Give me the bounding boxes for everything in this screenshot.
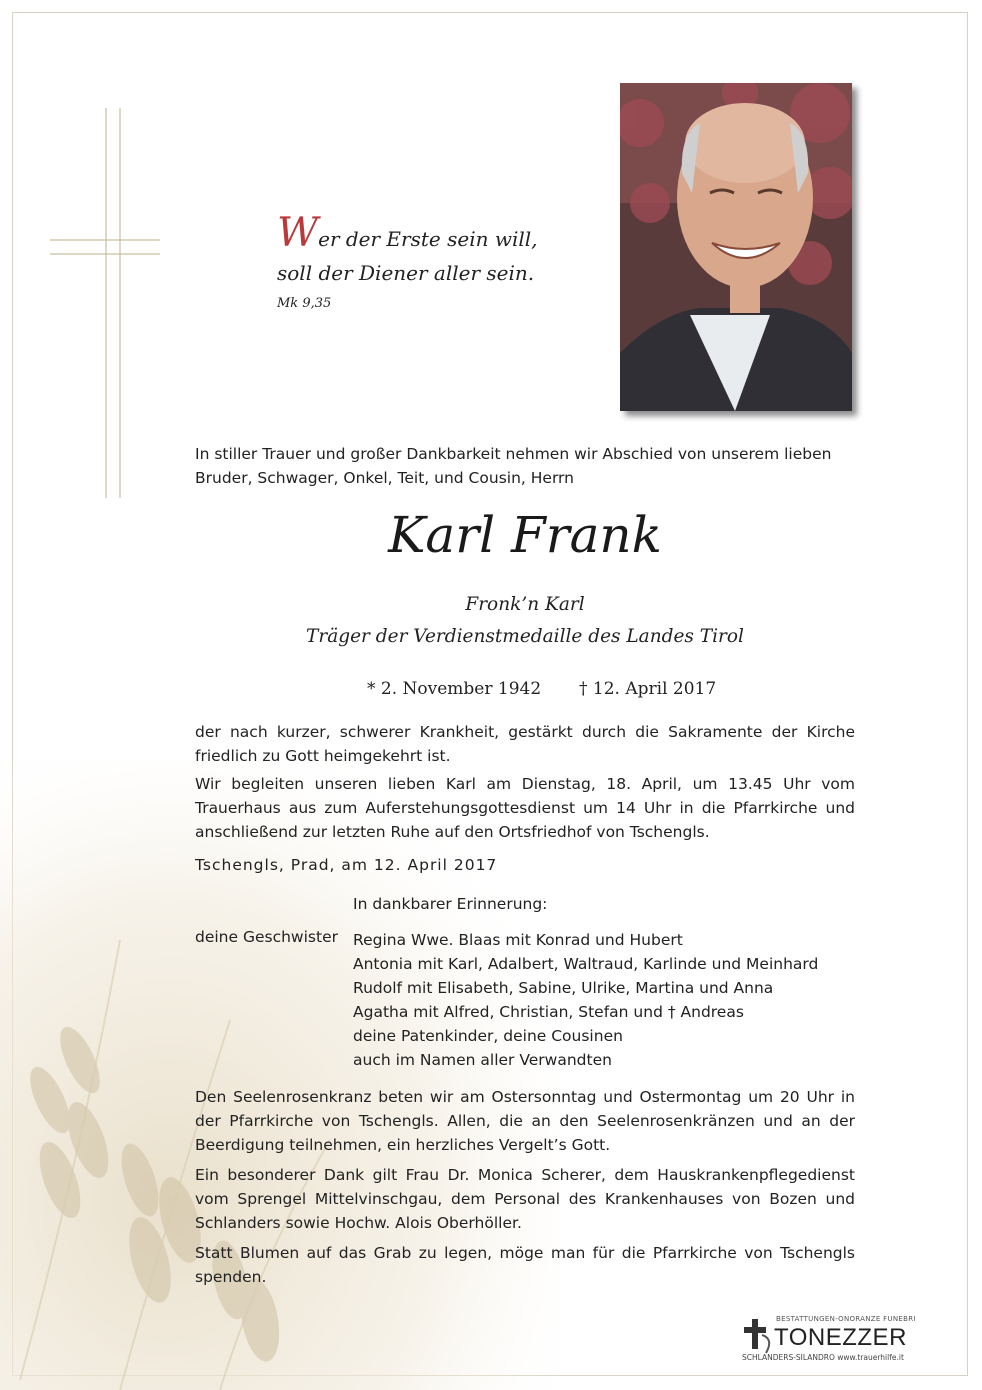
deceased-honor: Träger der Verdienstmedaille des Landes Tirol [306, 626, 744, 647]
verse-initial: W [277, 210, 319, 256]
logo-footer: SCHLANDERS-SILANDRO www.trauerhilfe.it [742, 1353, 904, 1362]
funeral-paragraph: Wir begleiten unseren lieben Karl am Dienstag, 18. April, um 13.45 Uhr vom Trauerhaus aus zum Auferstehungsgottesdienst um 14 Uhr in die Pfarrkirche und anschließend zur letzten Ruhe auf den Ortsfriedhof von Tschengls. [195, 775, 855, 841]
gratitude-line: In dankbarer Erinnerung: [353, 895, 548, 913]
flowers-paragraph: Statt Blumen auf das Grab zu legen, möge man für die Pfarrkirche von Tschengls spenden. [195, 1244, 855, 1286]
verse-line-2: soll der Diener aller sein. [277, 261, 535, 285]
cross-icon [50, 108, 160, 498]
thanks-paragraph: Ein besonderer Dank gilt Frau Dr. Monica Scherer, dem Hauskrankenpflegedienst vom Sprengel Mittelvinschgau, dem Personal des Krankenhauses von Bozen und Schlanders sowie Hochw. Alois Oberhöller. [195, 1166, 855, 1232]
passing-paragraph: der nach kurzer, schwerer Krankheit, gestärkt durch die Sakramente der Kirche friedlich zu Gott heimgekehrt ist. [195, 723, 855, 765]
rosary-paragraph: Den Seelenrosenkranz beten wir am Ostersonntag und Ostermontag um 20 Uhr in der Pfarrkirche von Tschengls. Allen, die an den Seelenrosenkränzen und an der Beerdigung teilnehmen, ein herzliches Vergelt’s Gott. [195, 1088, 855, 1154]
list-item: Regina Wwe. Blaas mit Konrad und Hubert [353, 931, 683, 949]
list-item: Rudolf mit Elisabeth, Sabine, Ulrike, Martina und Anna [353, 979, 774, 997]
portrait-photo [620, 83, 852, 411]
logo-brand: TONEZZER [774, 1324, 907, 1351]
wheat-background [0, 760, 560, 1390]
intro-paragraph: In stiller Trauer und großer Dankbarkeit nehmen wir Abschied von unserem lieben Bruder, Schwager, Onkel, Teit, und Cousin, Herrn [195, 445, 832, 487]
verse-line-1: er der Erste sein will, [318, 227, 538, 251]
bible-verse [277, 210, 538, 316]
list-item: deine Patenkinder, deine Cousinen [353, 1027, 623, 1045]
verse-reference: Mk 9,35 [277, 296, 332, 311]
list-item: Agatha mit Alfred, Christian, Stefan und † Andreas [353, 1003, 744, 1021]
deceased-nickname: Fronk’n Karl [465, 594, 585, 615]
list-item: auch im Namen aller Verwandten [353, 1051, 612, 1069]
list-item: Antonia mit Karl, Adalbert, Waltraud, Karlinde und Meinhard [353, 955, 819, 973]
death-date: † 12. April 2017 [579, 679, 717, 699]
logo-tagline: BESTATTUNGEN-ONORANZE FUNEBRI [776, 1315, 916, 1323]
deceased-name: Karl Frank [388, 506, 662, 564]
family-list [353, 928, 818, 1072]
family-label: deine Geschwister [195, 928, 338, 946]
place-date: Tschengls, Prad, am 12. April 2017 [195, 856, 498, 874]
cross-logo-icon [740, 1317, 774, 1357]
birth-date: * 2. November 1942 [367, 679, 542, 699]
funeral-home-logo [738, 1313, 918, 1365]
